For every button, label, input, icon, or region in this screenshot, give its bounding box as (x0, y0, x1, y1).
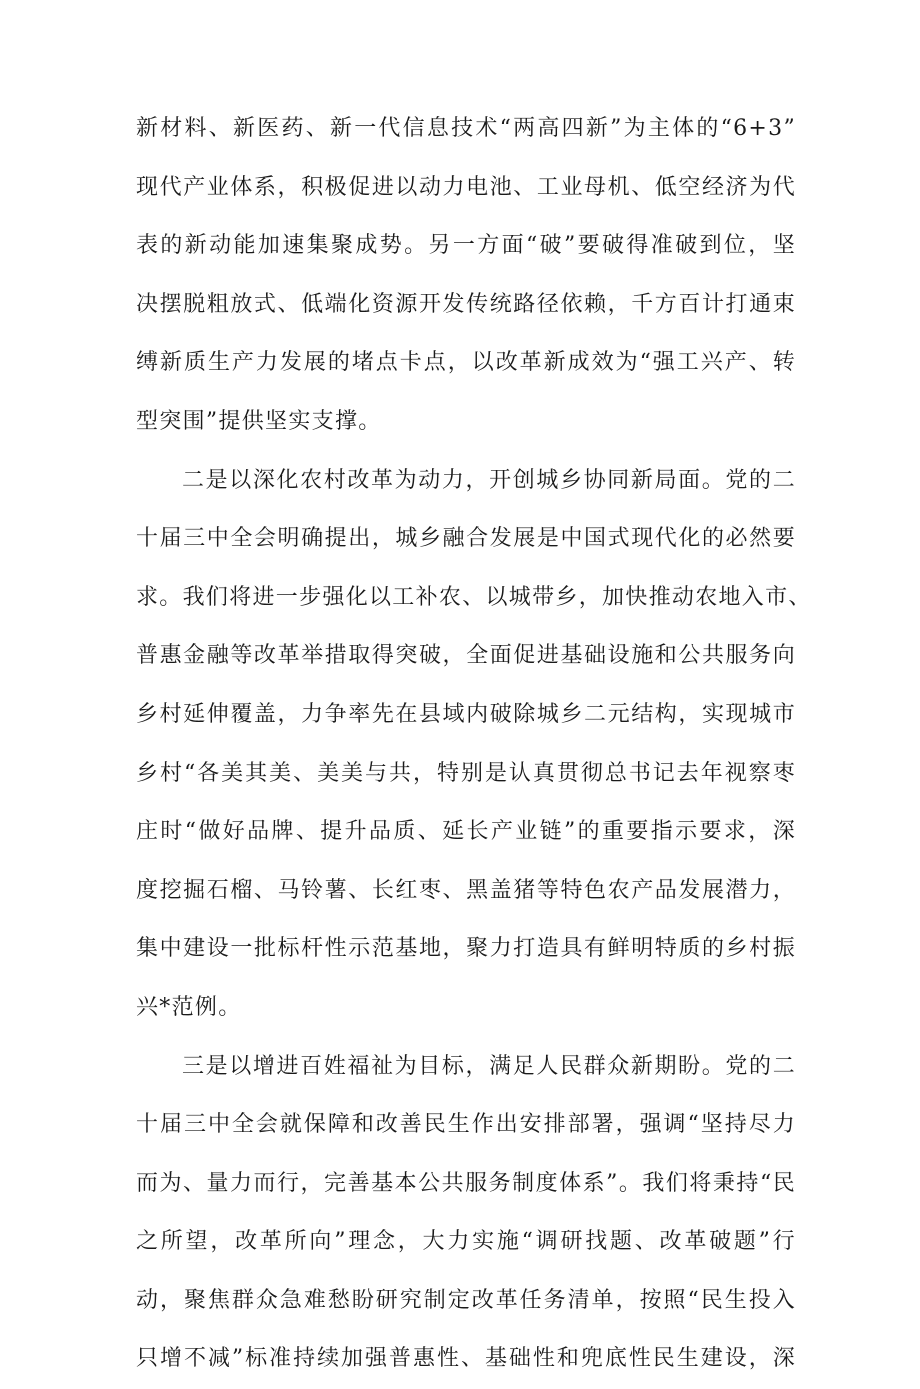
paragraph-3 (136, 1038, 796, 1389)
text-line: 现代产业体系，积极促进以动力电池、工业母机、低空经济为代 (136, 159, 796, 218)
text-line: 新材料、新医药、新一代信息技术“两高四新”为主体的“6+3” (136, 100, 796, 159)
document-body (136, 100, 796, 1389)
text-line: 之所望，改革所向”理念，大力实施“调研找题、改革破题”行 (136, 1213, 796, 1272)
text-line: 动，聚焦群众急难愁盼研究制定改革任务清单，按照“民生投入 (136, 1272, 796, 1331)
text-line: 只增不减”标准持续加强普惠性、基础性和兜底性民生建设，深 (136, 1330, 796, 1389)
text-line: 集中建设一批标杆性示范基地，聚力打造具有鲜明特质的乡村振 (136, 920, 796, 979)
text-line: 兴*范例。 (136, 979, 796, 1038)
text-line: 求。我们将进一步强化以工补农、以城带乡，加快推动农地入市、 (136, 569, 796, 628)
text-line: 十届三中全会就保障和改善民生作出安排部署，强调“坚持尽力 (136, 1096, 796, 1155)
text-line: 型突围”提供坚实支撑。 (136, 393, 796, 452)
paragraph-1 (136, 100, 796, 452)
paragraph-2 (136, 452, 796, 1038)
text-line: 而为、量力而行，完善基本公共服务制度体系”。我们将秉持“民 (136, 1155, 796, 1214)
text-line: 二是以深化农村改革为动力，开创城乡协同新局面。党的二 (136, 452, 796, 511)
text-line: 十届三中全会明确提出，城乡融合发展是中国式现代化的必然要 (136, 510, 796, 569)
text-line: 乡村“各美其美、美美与共，特别是认真贯彻总书记去年视察枣 (136, 745, 796, 804)
text-line: 表的新动能加速集聚成势。另一方面“破”要破得准破到位，坚 (136, 217, 796, 276)
text-line: 乡村延伸覆盖，力争率先在县域内破除城乡二元结构，实现城市 (136, 686, 796, 745)
text-line: 缚新质生产力发展的堵点卡点，以改革新成效为“强工兴产、转 (136, 334, 796, 393)
text-line: 决摆脱粗放式、低端化资源开发传统路径依赖，千方百计打通束 (136, 276, 796, 335)
text-line: 度挖掘石榴、马铃薯、长红枣、黑盖猪等特色农产品发展潜力， (136, 862, 796, 921)
text-line: 普惠金融等改革举措取得突破，全面促进基础设施和公共服务向 (136, 627, 796, 686)
text-line: 三是以增进百姓福祉为目标，满足人民群众新期盼。党的二 (136, 1038, 796, 1097)
text-line: 庄时“做好品牌、提升品质、延长产业链”的重要指示要求，深 (136, 803, 796, 862)
